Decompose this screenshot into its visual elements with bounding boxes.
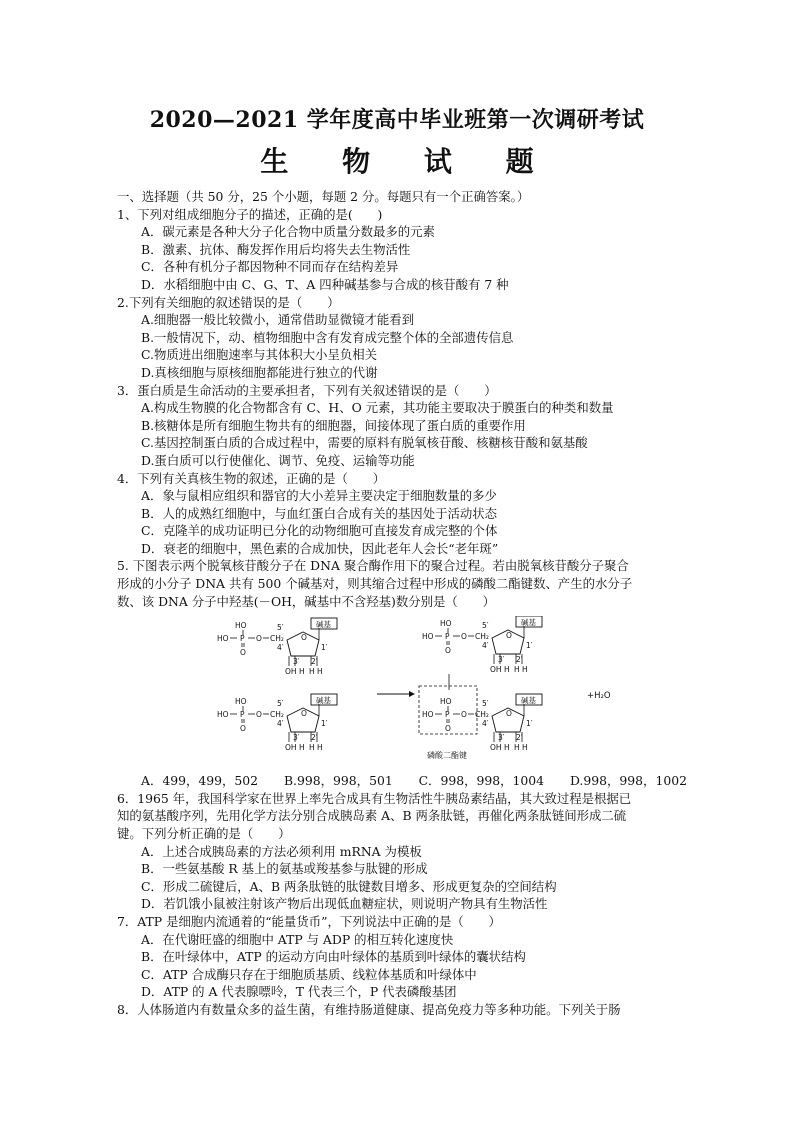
option-a: A．碳元素是各种大分子化合物中质量分数最多的元素 [141,224,435,240]
nucleotide-left-top [217,618,337,676]
question-6 [117,790,687,913]
nucleotide-polymerization-figure [117,616,687,768]
question-stem: 1、下列对组成细胞分子的描述，正确的是( ) [117,206,383,222]
option-c: C．ATP 合成酶只存在于细胞质基质、线粒体基质和叶绿体中 [141,966,477,982]
question-7 [117,913,687,1001]
option-d: D.蛋白质可以行使催化、调节、免疫、运输等功能 [141,452,415,468]
question-4 [117,470,687,558]
option-c: C．克隆羊的成功证明已分化的动物细胞可直接发育成完整的个体 [141,523,498,539]
question-stem: 数、该 DNA 分子中羟基(－OH，碱基中不含羟基)数分别是（ ） [117,593,495,609]
question-5 [117,557,687,789]
option-b: B．激素、抗体、酶发挥作用后均将失去生物活性 [141,241,411,257]
subject-title: 生 物 试 题 [260,145,556,178]
option-a: A．在代谢旺盛的细胞中 ATP 与 ADP 的相互转化速度快 [141,931,454,947]
question-stem: 2.下列有关细胞的叙述错误的是（ ） [117,294,340,310]
reaction-arrow [377,691,415,697]
question-stem: 6．1965 年，我国科学家在世界上率先合成具有生物活性牛胰岛素结晶，其大致过程是根据已 [117,790,632,806]
nucleotide-right-bottom [422,694,542,752]
option-b: B.一般情况下，动、植物细胞中含有发育成完整个体的全部遗传信息 [141,329,514,345]
question-stem: 5. 下图表示两个脱氧核苷酸分子在 DNA 聚合酶作用下的聚合过程。若由脱氧核苷酸分子聚合 [117,558,629,574]
question-stem: 3．蛋白质是生命活动的主要承担者，下列有关叙述错误的是（ ） [117,382,497,398]
option-a: A.细胞器一般比较微小，通常借助显微镜才能看到 [141,312,415,328]
option-a: A．象与鼠相应组织和器官的大小差异主要决定于细胞数量的多少 [141,488,497,504]
question-stem: 键。下列分析正确的是（ ） [117,826,291,842]
question-stem: 形成的小分子 DNA 共有 500 个碱基对，则其缩合过程中形成的磷酸二酯键数、产生的水分子 [117,576,633,592]
option-d: D．水稻细胞中由 C、G、T、A 四种碱基参与合成的核苷酸有 7 种 [141,276,509,292]
option-b: B.核糖体是所有细胞生物共有的细胞器，间接体现了蛋白质的重要作用 [141,417,526,433]
question-1 [117,206,687,294]
question-choices [117,772,687,790]
section-heading: 一、选择题（共 50 分，25 个小题，每题 2 分。每题只有一个正确答案。） [117,189,530,204]
polymerization-diagram [217,616,687,766]
option-d: D．ATP 的 A 代表腺嘌呤，T 代表三个，P 代表磷酸基团 [141,984,457,1000]
question-3 [117,382,687,470]
option-b: B．一些氨基酸 R 基上的氨基或羧基参与肽键的形成 [141,861,428,877]
choice-b: B.998，998，501 [283,773,393,789]
choice-c: C．998，998，1004 [418,773,545,789]
option-b: B．人的成熟红细胞中，与血红蛋白合成有关的基因处于活动状态 [141,505,498,521]
option-d: D．若饥饿小鼠被注射该产物后出现低血糖症状，则说明产物具有生物活性 [141,896,548,912]
option-d: D．衰老的细胞中，黑色素的合成加快，因此老年人会长“老年斑” [141,540,499,556]
phosphodiester-bond-label: 磷酸二酯键 [427,751,467,761]
question-8 [117,1001,687,1019]
question-2 [117,294,687,382]
option-c: C．形成二硫键后，A、B 两条肽链的肽键数目增多、形成更复杂的空间结构 [141,878,557,894]
exam-title: 2020—2021 学年度高中毕业班第一次调研考试 [149,107,645,133]
choice-d: D.998，998，1002 [569,773,687,789]
exam-content [117,188,687,1019]
option-d: D.真核细胞与原核细胞都能进行独立的代谢 [141,364,378,380]
question-stem: 知的氨基酸序列，先用化学方法分别合成胰岛素 A、B 两条肽链，再催化两条肽链间形成二硫 [117,808,627,824]
choice-a: A．499，499，502 [141,773,259,789]
question-stem: 7．ATP 是细胞内流通着的“能量货币”，下列说法中正确的是（ ） [117,914,501,929]
nucleotide-right-top [422,616,542,674]
option-c: C.物质进出细胞速率与其体积大小呈负相关 [141,347,378,363]
question-stem: 8．人体肠道内有数量众多的益生菌，有维持肠道健康、提高免疫力等多种功能。下列关于肠 [117,1001,621,1017]
option-b: B．在叶绿体中，ATP 的运动方向由叶绿体的基质到叶绿体的囊状结构 [141,949,526,965]
nucleotide-left-bottom [217,694,337,752]
water-label: +H₂O [587,691,611,702]
option-a: A.构成生物膜的化合物都含有 C、H、O 元素，其功能主要取决于膜蛋白的种类和数量 [141,400,614,416]
question-stem: 4．下列有关真核生物的叙述，正确的是（ ） [117,470,386,486]
option-a: A．上述合成胰岛素的方法必须利用 mRNA 为模板 [141,843,422,859]
option-c: C．各种有机分子都因物种不同而存在结构差异 [141,259,399,275]
option-c: C.基因控制蛋白质的合成过程中，需要的原料有脱氧核苷酸、核糖核苷酸和氨基酸 [141,435,588,451]
